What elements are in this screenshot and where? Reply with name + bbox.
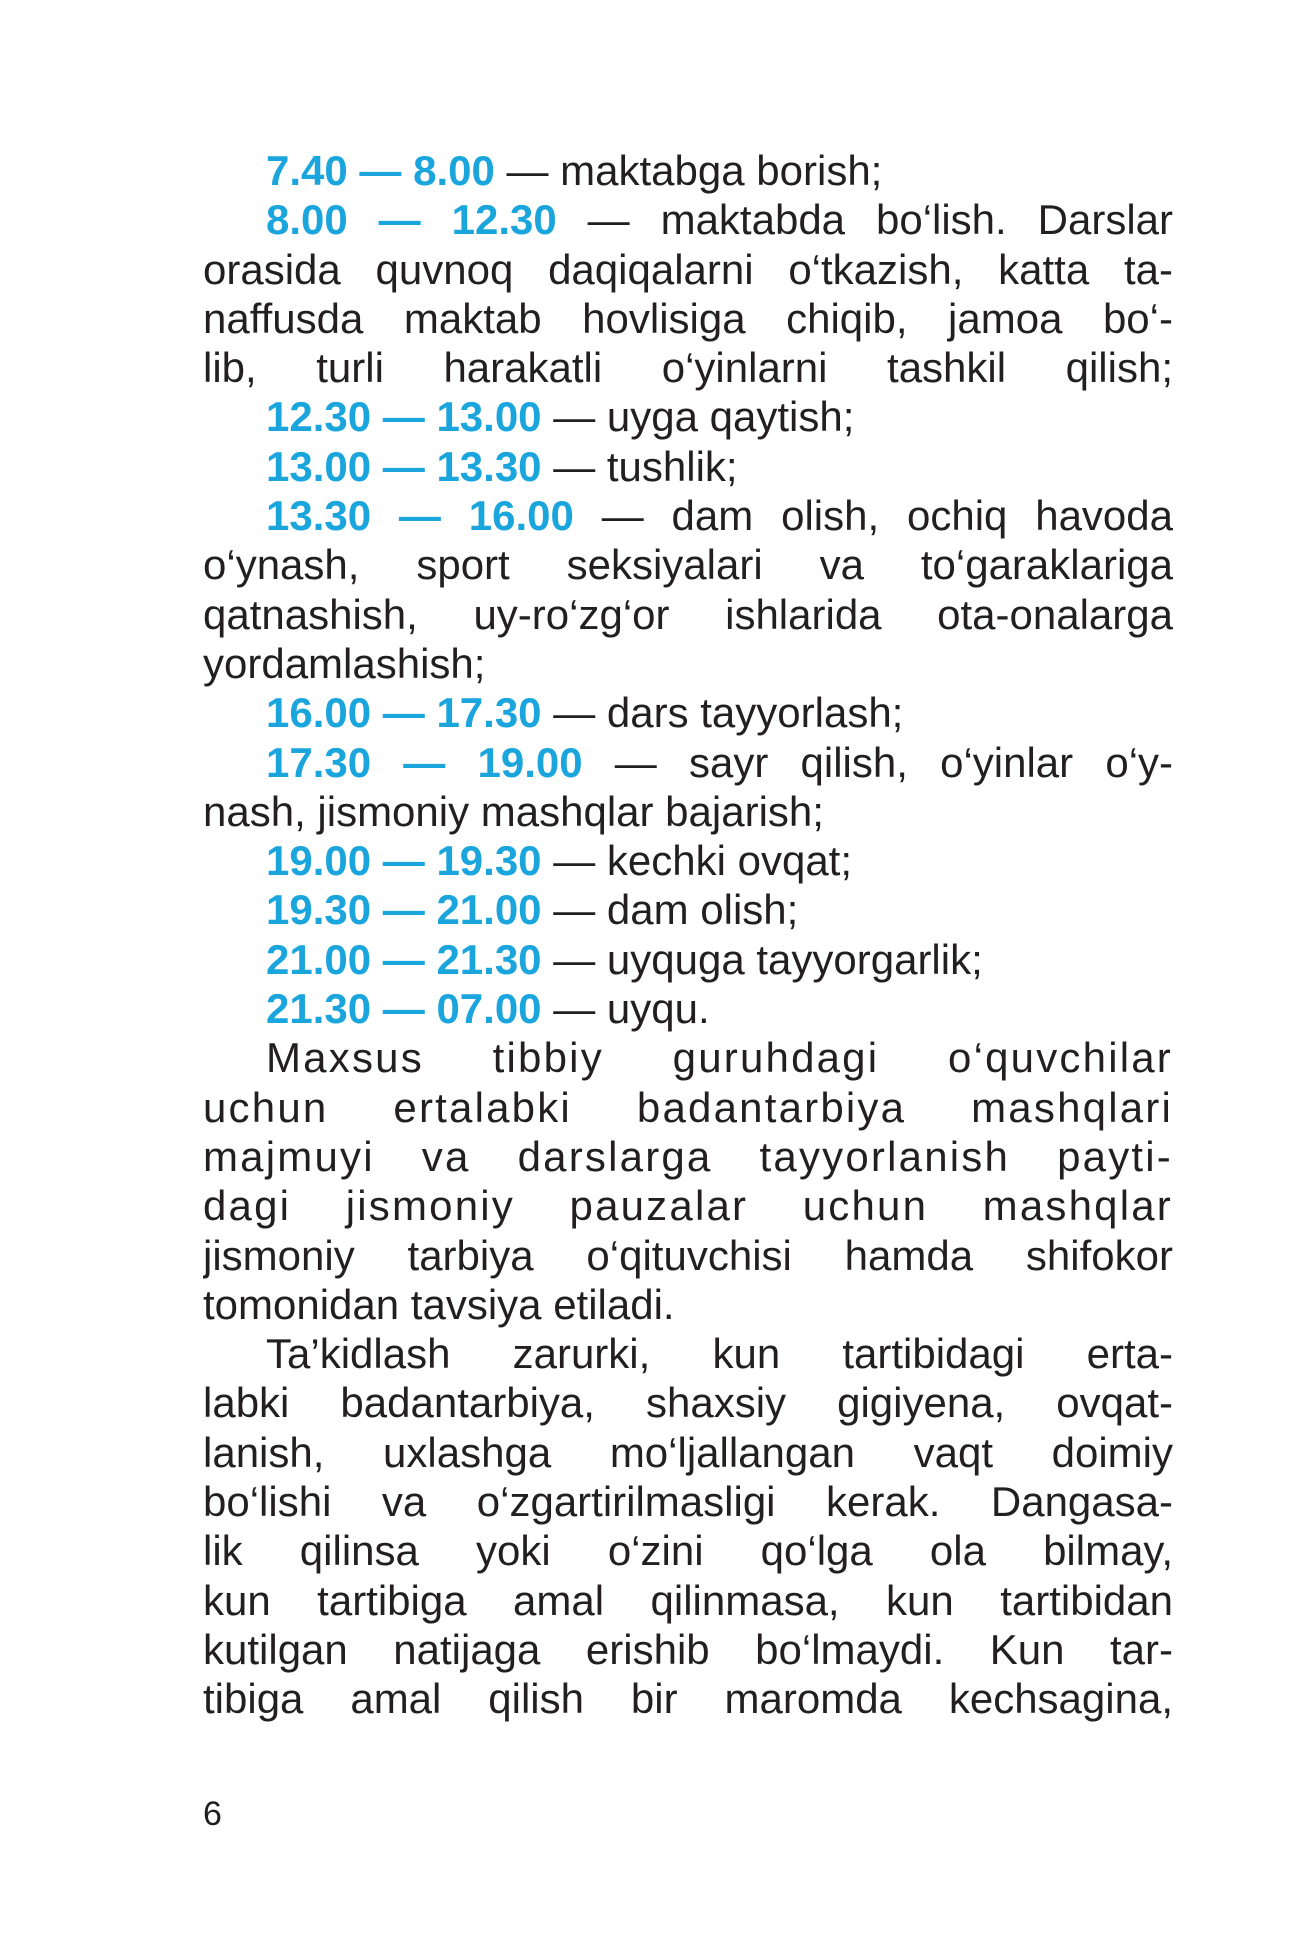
paragraph-line: majmuyi va darslarga tayyorlanish payti- — [203, 1132, 1173, 1180]
page-number: 6 — [203, 1795, 222, 1833]
paragraph-line: jismoniy tarbiya o‘qituvchisi hamda shifokor — [203, 1231, 1173, 1279]
schedule-activity: — uyqu. — [553, 985, 710, 1033]
schedule-activity: — maktabda bo‘lish. Darslar — [587, 196, 1173, 244]
schedule-time: 19.00 — 19.30 — [266, 837, 542, 885]
schedule-line — [203, 738, 1173, 787]
paragraph-line: dagi jismoniy pauzalar uchun mashqlar — [203, 1182, 1173, 1230]
paragraph-line: Ta’kidlash zarurki, kun tartibidagi erta- — [266, 1330, 1173, 1378]
paragraph-line: bo‘lishi va o‘zgartirilmasligi kerak. Dangasa- — [203, 1478, 1173, 1526]
schedule-activity: — uyga qaytish; — [553, 393, 855, 441]
schedule-line — [203, 836, 1173, 885]
paragraph-line: lanish, uxlashga mo‘ljallangan vaqt doimiy — [203, 1428, 1173, 1476]
schedule-line: lib, turli harakatli o‘yinlarni tashkil qilish; — [203, 344, 1173, 392]
schedule-line: o‘ynash, sport seksiyalari va to‘garaklariga — [203, 541, 1173, 589]
paragraph-line: labki badantarbiya, shaxsiy gigiyena, ovqat- — [203, 1379, 1173, 1427]
schedule-line — [203, 146, 1173, 195]
schedule-line — [203, 195, 1173, 244]
paragraph-line: lik qilinsa yoki o‘zini qo‘lga ola bilmay, — [203, 1527, 1173, 1575]
schedule-time: 19.30 — 21.00 — [266, 886, 542, 934]
schedule-line — [203, 491, 1173, 540]
schedule-time: 21.30 — 07.00 — [266, 985, 542, 1033]
schedule-line — [203, 392, 1173, 441]
paragraph-line: kutilgan natijaga erishib bo‘lmaydi. Kun tar- — [203, 1625, 1173, 1673]
schedule-activity: — maktabga borish; — [506, 147, 883, 194]
schedule-time: 21.00 — 21.30 — [266, 935, 542, 983]
schedule-activity: — sayr qilish, o‘yinlar o‘y- — [614, 738, 1173, 786]
schedule-time: 13.00 — 13.30 — [266, 442, 542, 490]
schedule-time: 8.00 — 12.30 — [266, 196, 557, 244]
schedule-line — [203, 688, 1173, 737]
schedule-line: yordamlashish; — [203, 639, 486, 687]
paragraph-line: tibiga amal qilish bir maromda kechsagina, — [203, 1675, 1173, 1723]
paragraph-line: Maxsus tibbiy guruhdagi o‘quvchilar — [266, 1034, 1173, 1082]
schedule-line — [203, 885, 1173, 934]
schedule-line: nash, jismoniy mashqlar bajarish; — [203, 787, 824, 835]
schedule-line — [203, 442, 1173, 491]
schedule-time: 13.30 — 16.00 — [266, 492, 574, 540]
schedule-time: 16.00 — 17.30 — [266, 689, 542, 737]
page-text — [203, 146, 1173, 1724]
schedule-time: 12.30 — 13.00 — [266, 393, 542, 441]
schedule-activity: — tushlik; — [553, 442, 738, 490]
paragraph-line: uchun ertalabki badantarbiya mashqlari — [203, 1083, 1173, 1131]
schedule-line: naffusda maktab hovlisiga chiqib, jamoa bo‘- — [203, 294, 1173, 342]
schedule-activity: — uyquga tayyorgarlik; — [553, 935, 983, 983]
schedule-activity: — dars tayyorlash; — [553, 689, 904, 737]
schedule-line: qatnashish, uy-ro‘zg‘or ishlarida ota-onalarga — [203, 590, 1173, 638]
schedule-time: 17.30 — 19.00 — [266, 738, 583, 786]
paragraph-line: tomonidan tavsiya etiladi. — [203, 1280, 675, 1328]
schedule-line — [203, 935, 1173, 984]
schedule-line — [203, 984, 1173, 1033]
schedule-activity: — dam olish; — [553, 886, 799, 934]
paragraph-line: kun tartibiga amal qilinmasa, kun tartibidan — [203, 1576, 1173, 1624]
schedule-time: 7.40 — 8.00 — [266, 147, 495, 194]
schedule-line: orasida quvnoq daqiqalarni o‘tkazish, katta ta- — [203, 245, 1173, 293]
schedule-activity: — dam olish, ochiq havoda — [601, 492, 1173, 540]
schedule-activity: — kechki ovqat; — [553, 837, 853, 885]
